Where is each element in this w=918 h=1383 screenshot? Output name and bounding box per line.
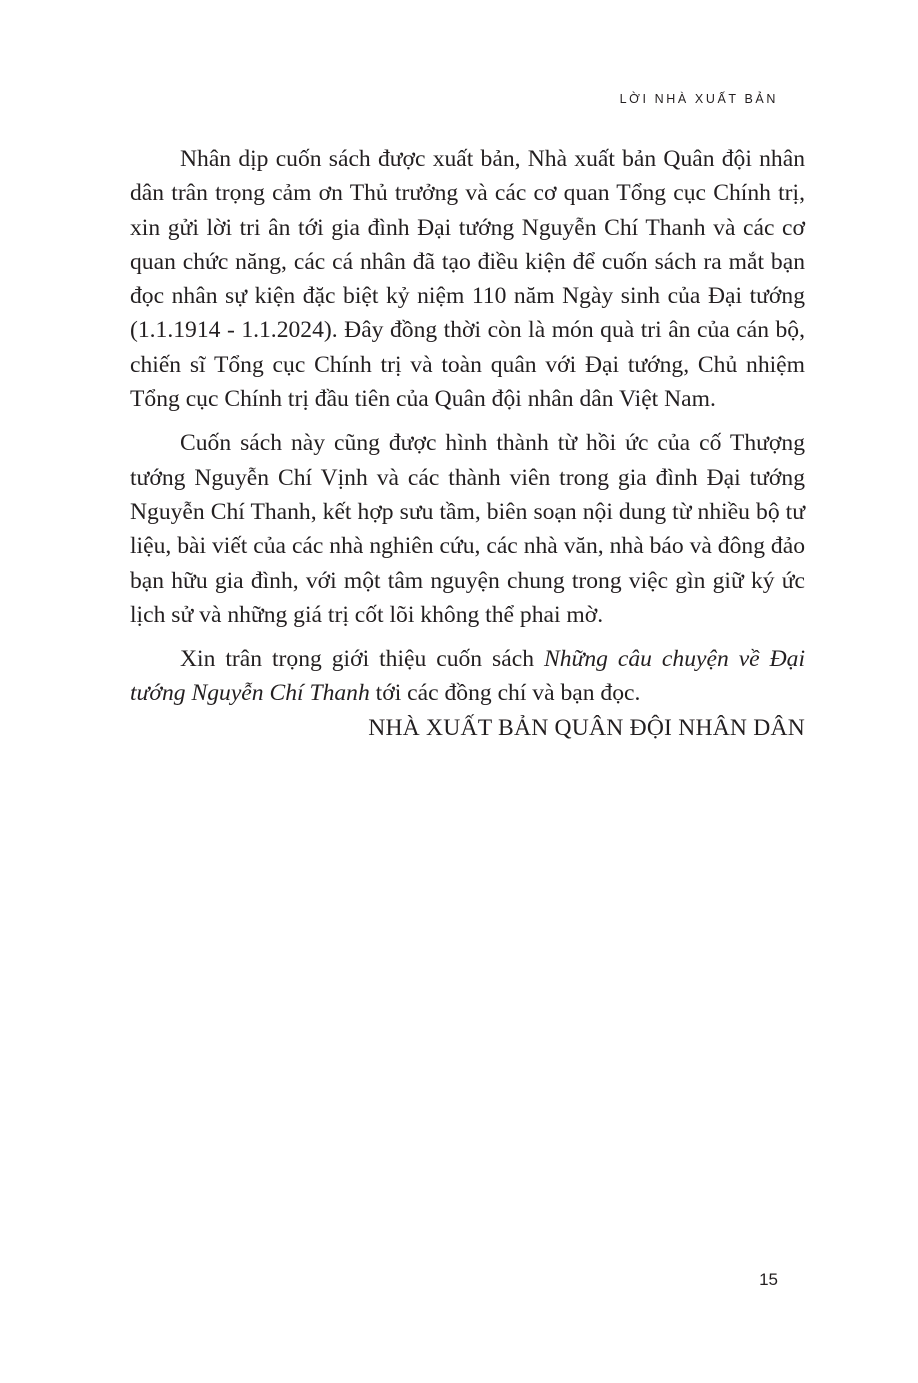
- introduction-text-after: tới các đồng chí và bạn đọc.: [369, 680, 641, 707]
- publisher-signature: NHÀ XUẤT BẢN QUÂN ĐỘI NHÂN DÂN: [368, 714, 805, 741]
- publisher-note-body: [130, 142, 805, 745]
- page-number: 15: [759, 1270, 778, 1289]
- paragraph-introduction: [130, 642, 805, 711]
- paragraph-acknowledgement: Nhân dịp cuốn sách được xuất bản, Nhà xuất bản Quân đội nhân dân trân trọng cảm ơn Thủ trưởng và các cơ quan Tổng cục Chính trị, xin gửi lời tri ân tới gia đình Đại tướng Nguyễn Chí Thanh và các cơ quan chức năng, các cá nhân đã tạo điều kiện để cuốn sách ra mắt bạn đọc nhân sự kiện đặc biệt kỷ niệm 110 năm Ngày sinh của Đại tướng (1.1.1914 - 1.1.2024). Đây đồng thời còn là món quà tri ân của cán bộ, chiến sĩ Tổng cục Chính trị và toàn quân với Đại tướng, Chủ nhiệm Tổng cục Chính trị đầu tiên của Quân đội nhân dân Việt Nam.: [130, 146, 805, 413]
- book-title: Những câu chuyện về Đại tướng Nguyễn Chí Thanh: [130, 646, 805, 707]
- paragraph-origin: Cuốn sách này cũng được hình thành từ hồi ức của cố Thượng tướng Nguyễn Chí Vịnh và các thành viên trong gia đình Đại tướng Nguyễn Chí Thanh, kết hợp sưu tầm, biên soạn nội dung từ nhiều bộ tư liệu, bài viết của các nhà nghiên cứu, các nhà văn, nhà báo và đông đảo bạn hữu gia đình, với một tâm nguyện chung trong việc gìn giữ ký ức lịch sử và những giá trị cốt lõi không thể phai mờ.: [130, 430, 805, 628]
- running-header: LỜI NHÀ XUẤT BẢN: [619, 92, 778, 106]
- introduction-text-before: Xin trân trọng giới thiệu cuốn sách: [180, 646, 544, 673]
